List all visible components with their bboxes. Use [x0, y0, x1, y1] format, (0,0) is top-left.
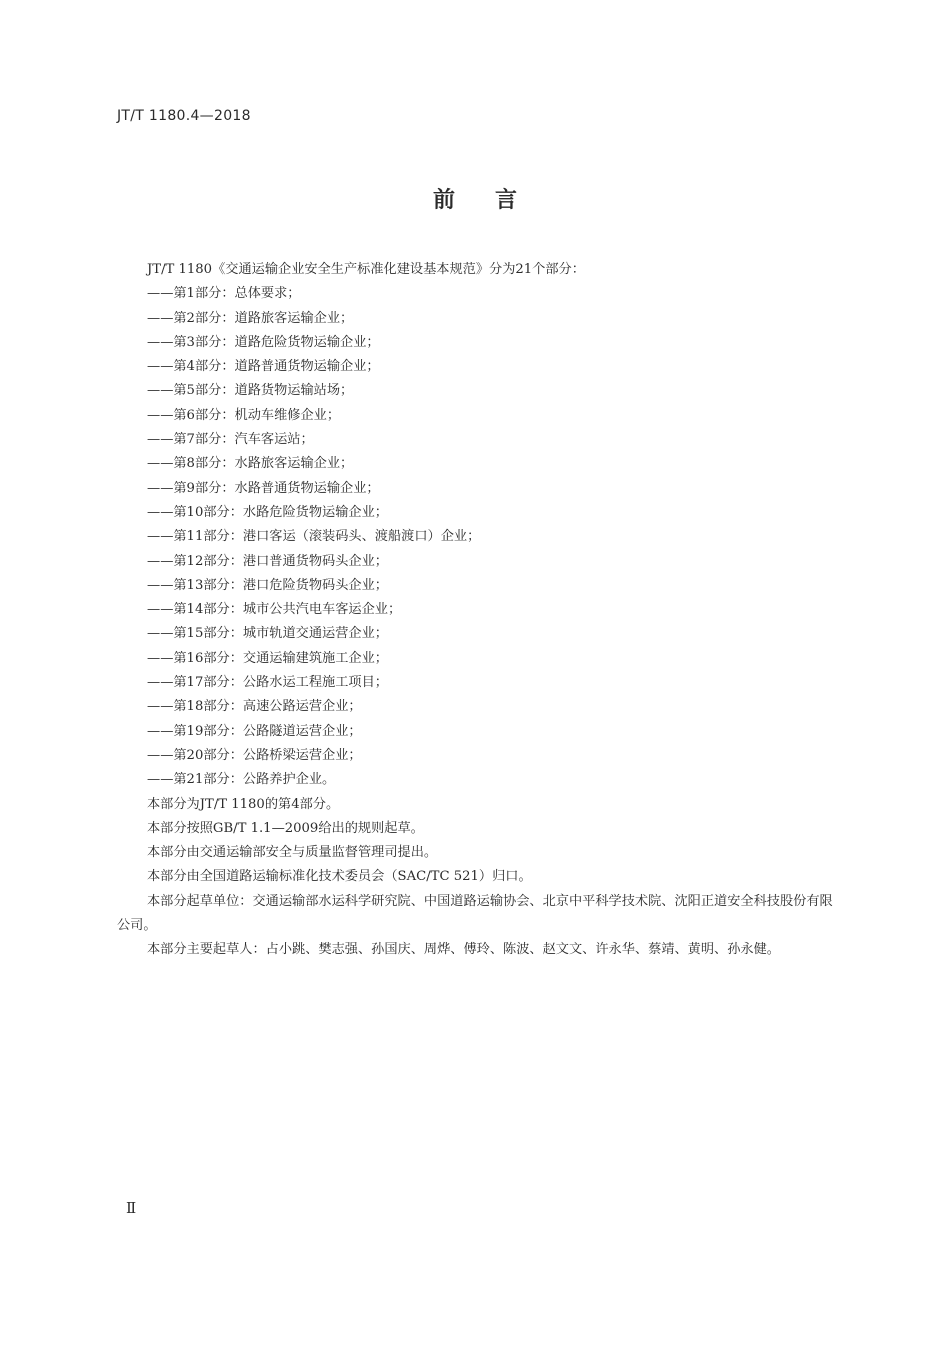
proposer-statement: 本部分由交通运输部安全与质量监督管理司提出。	[147, 845, 438, 861]
page-number: Ⅱ	[126, 1199, 136, 1217]
list-item: ——第5部分：道路货物运输站场；	[147, 383, 354, 399]
list-item: ——第10部分：水路危险货物运输企业；	[147, 504, 388, 520]
list-item: ——第12部分：港口普通货物码头企业；	[147, 553, 388, 569]
list-item: ——第21部分：公路养护企业。	[147, 772, 336, 788]
list-item: ——第13部分：港口危险货物码头企业；	[147, 577, 388, 593]
centralized-management-statement: 本部分由全国道路运输标准化技术委员会（SAC/TC 521）归口。	[147, 869, 532, 885]
list-item: ——第19部分：公路隧道运营企业；	[147, 723, 362, 739]
list-item: ——第7部分：汽车客运站；	[147, 432, 314, 448]
list-item: ——第14部分：城市公共汽电车客运企业；	[147, 602, 402, 618]
main-drafters-statement: 本部分主要起草人：占小跳、樊志强、孙国庆、周烨、傅玲、陈波、赵文文、许永华、蔡靖、黄明、孙永健。	[147, 942, 780, 958]
list-item: ——第20部分：公路桥梁运营企业；	[147, 747, 362, 763]
list-item: ——第6部分：机动车维修企业；	[147, 407, 341, 423]
list-item: ——第18部分：高速公路运营企业；	[147, 699, 362, 715]
list-item: ——第4部分：道路普通货物运输企业；	[147, 359, 380, 375]
list-item: ——第8部分：水路旅客运输企业；	[147, 456, 354, 472]
list-item: ——第15部分：城市轨道交通运营企业；	[147, 626, 388, 642]
list-item: ——第11部分：港口客运（滚装码头、渡船渡口）企业；	[147, 529, 481, 545]
list-item: ——第17部分：公路水运工程施工项目；	[147, 675, 388, 691]
list-item: ——第1部分：总体要求；	[147, 286, 301, 302]
standard-number: JT/T 1180.4—2018	[117, 108, 251, 124]
list-item: ——第16部分：交通运输建筑施工企业；	[147, 650, 388, 666]
page-title: 前言	[432, 188, 557, 213]
drafting-rules-statement: 本部分按照GB/T 1.1—2009给出的规则起草。	[147, 820, 424, 836]
list-item: ——第3部分：道路危险货物运输企业；	[147, 334, 380, 350]
drafting-organizations-statement: 本部分起草单位：交通运输部水运科学研究院、中国道路运输协会、北京中平科学技术院、沈阳正道安全科技股份有限公司。	[117, 893, 833, 934]
parts-list	[117, 282, 833, 792]
foreword-body	[117, 258, 833, 963]
list-item: ——第9部分：水路普通货物运输企业；	[147, 480, 380, 496]
intro-paragraph: JT/T 1180《交通运输企业安全生产标准化建设基本规范》分为21个部分：	[147, 262, 585, 277]
part-number-statement: 本部分为JT/T 1180的第4部分。	[147, 796, 340, 812]
list-item: ——第2部分：道路旅客运输企业；	[147, 310, 354, 326]
